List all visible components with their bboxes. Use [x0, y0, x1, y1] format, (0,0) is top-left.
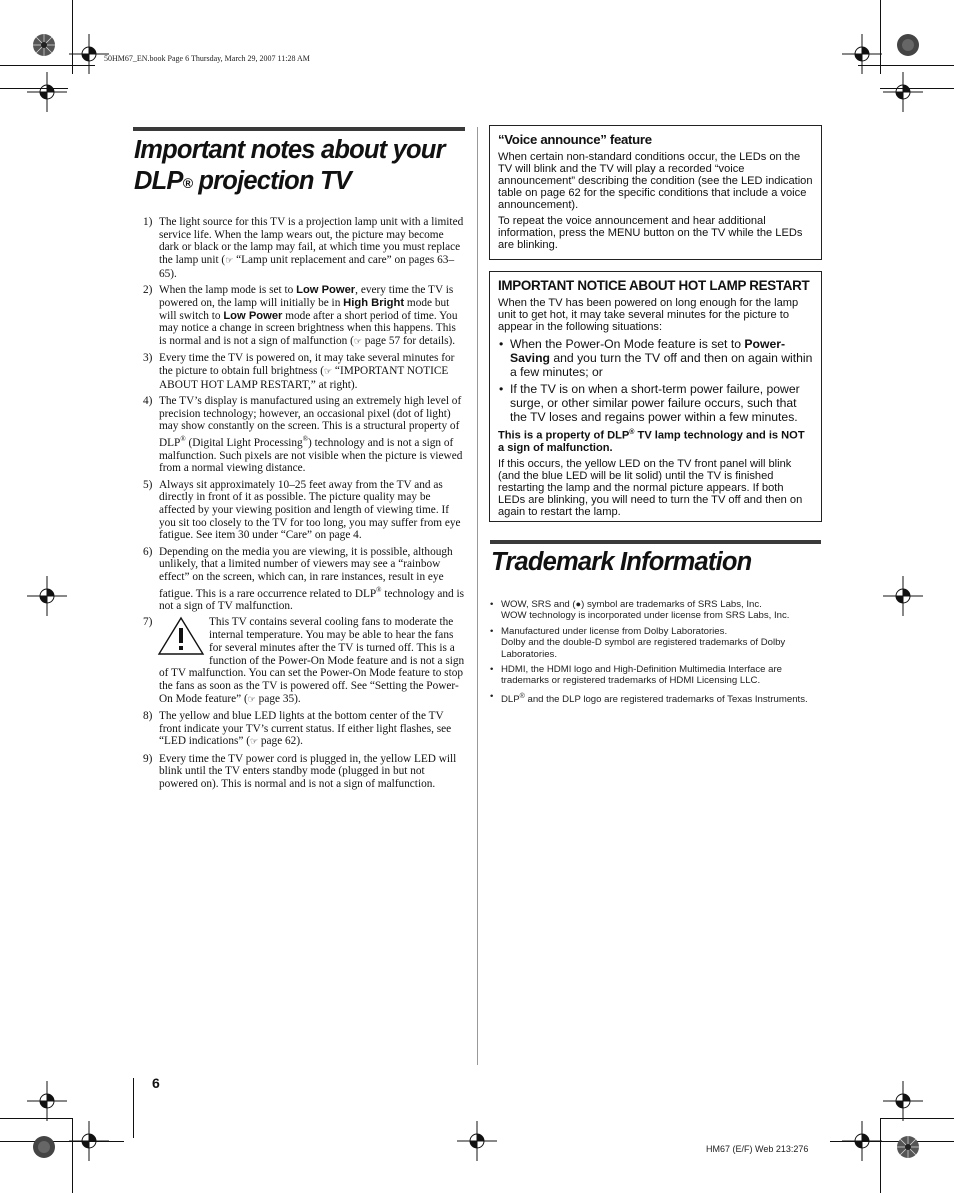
registered-mark: ®: [376, 585, 382, 594]
item-text: “Lamp unit replacement and care” on pages 63–65).: [159, 254, 455, 280]
item-text: ) technology and is not a sign of malfunction. Such pixels are not visible when the picture is viewed from a normal viewing distance.: [159, 436, 463, 475]
list-item: [141, 216, 465, 281]
item-number: 9): [143, 752, 153, 765]
registration-target-icon: [883, 72, 923, 112]
color-target-icon: [896, 33, 920, 57]
item-text: Always sit approximately 10–25 feet away from the TV and as directly in front of it as possible. The picture quality may be affected by your viewing position and length of viewing time. If you sit too closely to the TV for too long, you may suffer from eye fatigue. See item 30 under “Care” on page 4.: [159, 478, 461, 542]
box-paragraph: If this occurs, the yellow LED on the TV front panel will blink (and the blue LED will be lit solid) until the TV is finished restarting the lamp and the normal picture appears. If both LEDs are blinking, you will need to turn the TV off and then on again to restart the lamp.: [498, 457, 803, 518]
footer-code: HM67 (E/F) Web 213:276: [706, 1144, 809, 1154]
list-item: [490, 664, 825, 687]
list-item: [141, 710, 465, 749]
item-text: WOW, SRS and (: [501, 599, 576, 610]
color-target-icon: [32, 33, 56, 57]
item-text: , every time the TV is powered on, the lamp will initially be in: [159, 284, 454, 309]
registered-mark: ®: [302, 435, 309, 444]
item-text: Dolby and the double-D symbol are registered trademarks of Dolby Laboratories.: [501, 637, 786, 660]
item-number: 5): [143, 478, 153, 491]
box-emphasis: [498, 427, 813, 454]
reference-hand-icon: ☞: [353, 336, 362, 347]
item-text: DLP: [501, 694, 520, 706]
registration-target-icon: [27, 72, 67, 112]
list-item: [141, 284, 465, 349]
item-text: Manufactured under license from Dolby Laboratories.: [501, 625, 728, 637]
box-paragraph: When certain non-standard conditions occur, the LEDs on the TV will blink and the TV will play a recorded “voice announcement” describing the condition (see the LED indication table on page 62 for the specific conditions that include a voice announcement).: [498, 151, 813, 211]
item-text: HDMI, the HDMI logo and High-Definition Multimedia Interface are trademarks or registered trademarks of HDMI Licensing LLC.: [501, 664, 783, 687]
menu-term: Low Power: [296, 284, 356, 297]
list-item: [141, 546, 465, 613]
registered-mark: ®: [629, 429, 635, 436]
registered-mark: ®: [519, 692, 525, 700]
box-paragraph: To repeat the voice announcement and hear additional information, press the MENU button on the TV while the LEDs are blinking.: [498, 215, 803, 251]
list-item: [141, 479, 465, 543]
item-text: When the lamp mode is set to: [159, 284, 297, 297]
emphasis-text: TV lamp technology and is NOT a sign of malfunction.: [498, 429, 805, 454]
list-item: [490, 691, 825, 706]
item-number: 2): [143, 284, 153, 297]
registration-target-icon: [842, 1121, 882, 1161]
item-text: The TV’s display is manufactured using an extremely high level of precision technology; however, an occasional pixel (dot of light) may show constantly on the screen. This is a structural property of DLP: [159, 394, 462, 449]
color-target-icon: [32, 1135, 56, 1159]
notes-list: [141, 216, 465, 794]
margin-line: [133, 1078, 134, 1138]
list-item: [141, 352, 465, 391]
item-text: mode after a short period of time. You may notice a change in screen brightness when this happens. This is normal and is not a sign of malfunction (: [159, 309, 458, 347]
color-target-icon: [896, 1135, 920, 1159]
item-text: “IMPORTANT NOTICE ABOUT HOT LAMP RESTART,” at right).: [159, 364, 449, 391]
trademark-title-bar: [490, 540, 821, 544]
list-item: [141, 616, 465, 706]
list-item: [490, 626, 825, 660]
box-title: IMPORTANT NOTICE ABOUT HOT LAMP RESTART: [498, 278, 810, 293]
item-text: When the Power-On Mode feature is set to: [510, 337, 745, 351]
srs-logo-icon: ●: [575, 599, 582, 609]
registration-target-icon: [69, 1121, 109, 1161]
title-line-2-suffix: projection TV: [192, 167, 351, 195]
item-number: 7): [143, 616, 153, 629]
reference-hand-icon: ☞: [249, 737, 259, 748]
item-number: 4): [143, 394, 153, 407]
title-line-1: Important notes about your: [134, 136, 445, 164]
list-item: [141, 753, 465, 791]
item-number: 8): [143, 710, 153, 722]
registration-target-icon: [69, 34, 109, 74]
list-item: [141, 395, 465, 475]
column-divider: [477, 127, 478, 1065]
warning-icon: [157, 616, 207, 660]
emphasis-text: This is a property of DLP: [498, 429, 630, 442]
item-text: (Digital Light Processing: [185, 436, 303, 449]
menu-term: Low Power: [223, 309, 283, 322]
menu-term: High Bright: [343, 296, 405, 309]
registration-target-icon: [27, 1081, 67, 1121]
item-text: page 35).: [255, 692, 301, 705]
registration-target-icon: [842, 34, 882, 74]
reference-hand-icon: ☞: [225, 256, 234, 267]
item-number: 1): [143, 216, 153, 228]
reference-hand-icon: ☞: [247, 694, 256, 705]
list-item: [498, 382, 813, 424]
item-number: 6): [143, 545, 153, 558]
item-text: Every time the TV power cord is plugged in, the yellow LED will blink until the TV enters standby mode (plugged in but not powered on). This is normal and is not a sign of malfunction.: [159, 752, 457, 791]
list-item: [490, 599, 825, 622]
item-text: WOW technology is incorporated under license from SRS Labs, Inc.: [501, 610, 790, 622]
section-title-bar: [133, 127, 465, 131]
item-text: and the DLP logo are registered trademarks of Texas Instruments.: [524, 694, 808, 706]
registered-mark: ®: [182, 175, 193, 191]
print-header: 50HM67_EN.book Page 6 Thursday, March 29, 2007 11:28 AM: [104, 54, 310, 63]
hot-lamp-notice-box: [489, 271, 822, 522]
box-paragraph: When the TV has been powered on long enough for the lamp unit to get hot, it may take several minutes for the picture to appear in the following situations:: [498, 297, 799, 333]
section-title: [134, 135, 466, 197]
trademark-title: Trademark Information: [491, 548, 752, 576]
item-text: page 62).: [258, 735, 303, 748]
registration-target-icon: [883, 576, 923, 616]
item-text: If the TV is on when a short-term power failure, power surge, or other similar power failure occurs, such that the TV loses and regains power within a few minutes.: [510, 382, 800, 424]
box-title: “Voice announce” feature: [498, 132, 652, 147]
registration-target-icon: [457, 1121, 497, 1161]
reference-hand-icon: ☞: [324, 366, 333, 377]
voice-announce-box: [489, 125, 822, 260]
item-text: technology and is not a sign of TV malfunction.: [159, 587, 465, 613]
page-number: 6: [152, 1075, 160, 1091]
registration-target-icon: [27, 576, 67, 616]
trademark-list: [490, 599, 825, 709]
item-text: mode but will switch to: [159, 296, 450, 322]
registered-mark: ®: [180, 435, 186, 444]
item-text: The yellow and blue LED lights at the bottom center of the TV front indicate your TV’s current status. If either light flashes, see “LED indications” (: [159, 710, 452, 748]
title-line-2-prefix: DLP: [134, 167, 183, 195]
list-item: [498, 337, 813, 379]
condition-list: [498, 337, 813, 424]
item-text: Every time the TV is powered on, it may take several minutes for the picture to obtain full brightness (: [159, 352, 455, 377]
item-text: Depending on the media you are viewing, it is possible, although unlikely, that a limited number of viewers may see a “rainbow effect” on the screen, which can, in rare instances, result in eye fatigue. This is a rare occurrence related to DLP: [159, 545, 453, 600]
item-text: This TV contains several cooling fans to moderate the internal temperature. You may be able to hear the fans for several minutes after the TV is turned off. This is a function of the Power-On Mode feature and is not a sign of TV malfunction. You can set the Power-On Mode feature to stop the fans as soon as the TV is powered off. See “Setting the Power-On Mode feature” (: [159, 616, 465, 705]
item-text: and you turn the TV off and then on again within a few minutes; or: [510, 351, 813, 379]
item-text: page 57 for details).: [361, 334, 456, 347]
menu-term: Power-Saving: [510, 337, 786, 365]
item-text: The light source for this TV is a projection lamp unit with a limited service life. When the lamp wears out, the picture may become dark or black or the lamp may fail, at which time you must replace the lamp unit (: [159, 216, 464, 267]
item-number: 3): [143, 352, 153, 365]
registration-target-icon: [883, 1081, 923, 1121]
item-text: ) symbol are trademarks of SRS Labs, Inc.: [581, 599, 762, 610]
